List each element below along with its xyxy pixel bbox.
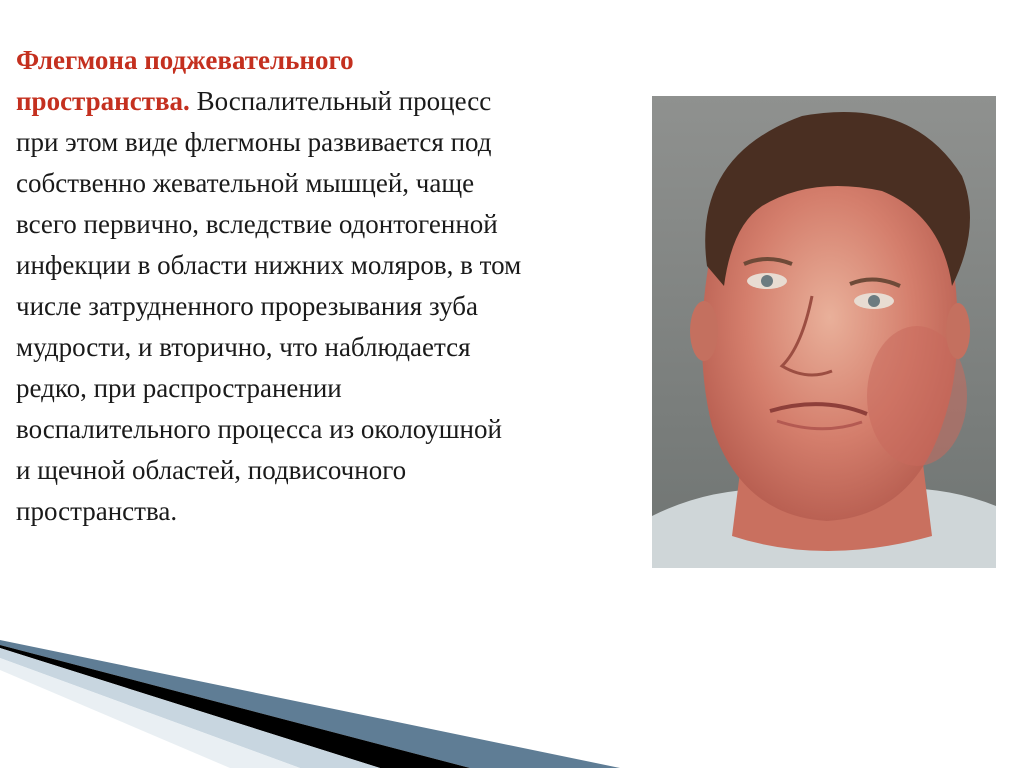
- patient-photo: [652, 96, 996, 568]
- slide-body: Воспалительный процесс при этом виде флегмоны развивается под собственно жевательной мышцей, чаще всего первично, вследствие одонтогенной инфекции в области нижних моляров, в том числе затрудненного прорезывания зуба мудрости, и вторично, что наблюдается редко, при распространении воспалительного процесса из околоушной и щечной областей, подвисочного пространства.: [16, 86, 522, 526]
- slide-text: [16, 40, 666, 532]
- decorative-stripes: [0, 640, 1024, 768]
- slide-title: Флегмона поджевательного пространства.: [16, 45, 354, 116]
